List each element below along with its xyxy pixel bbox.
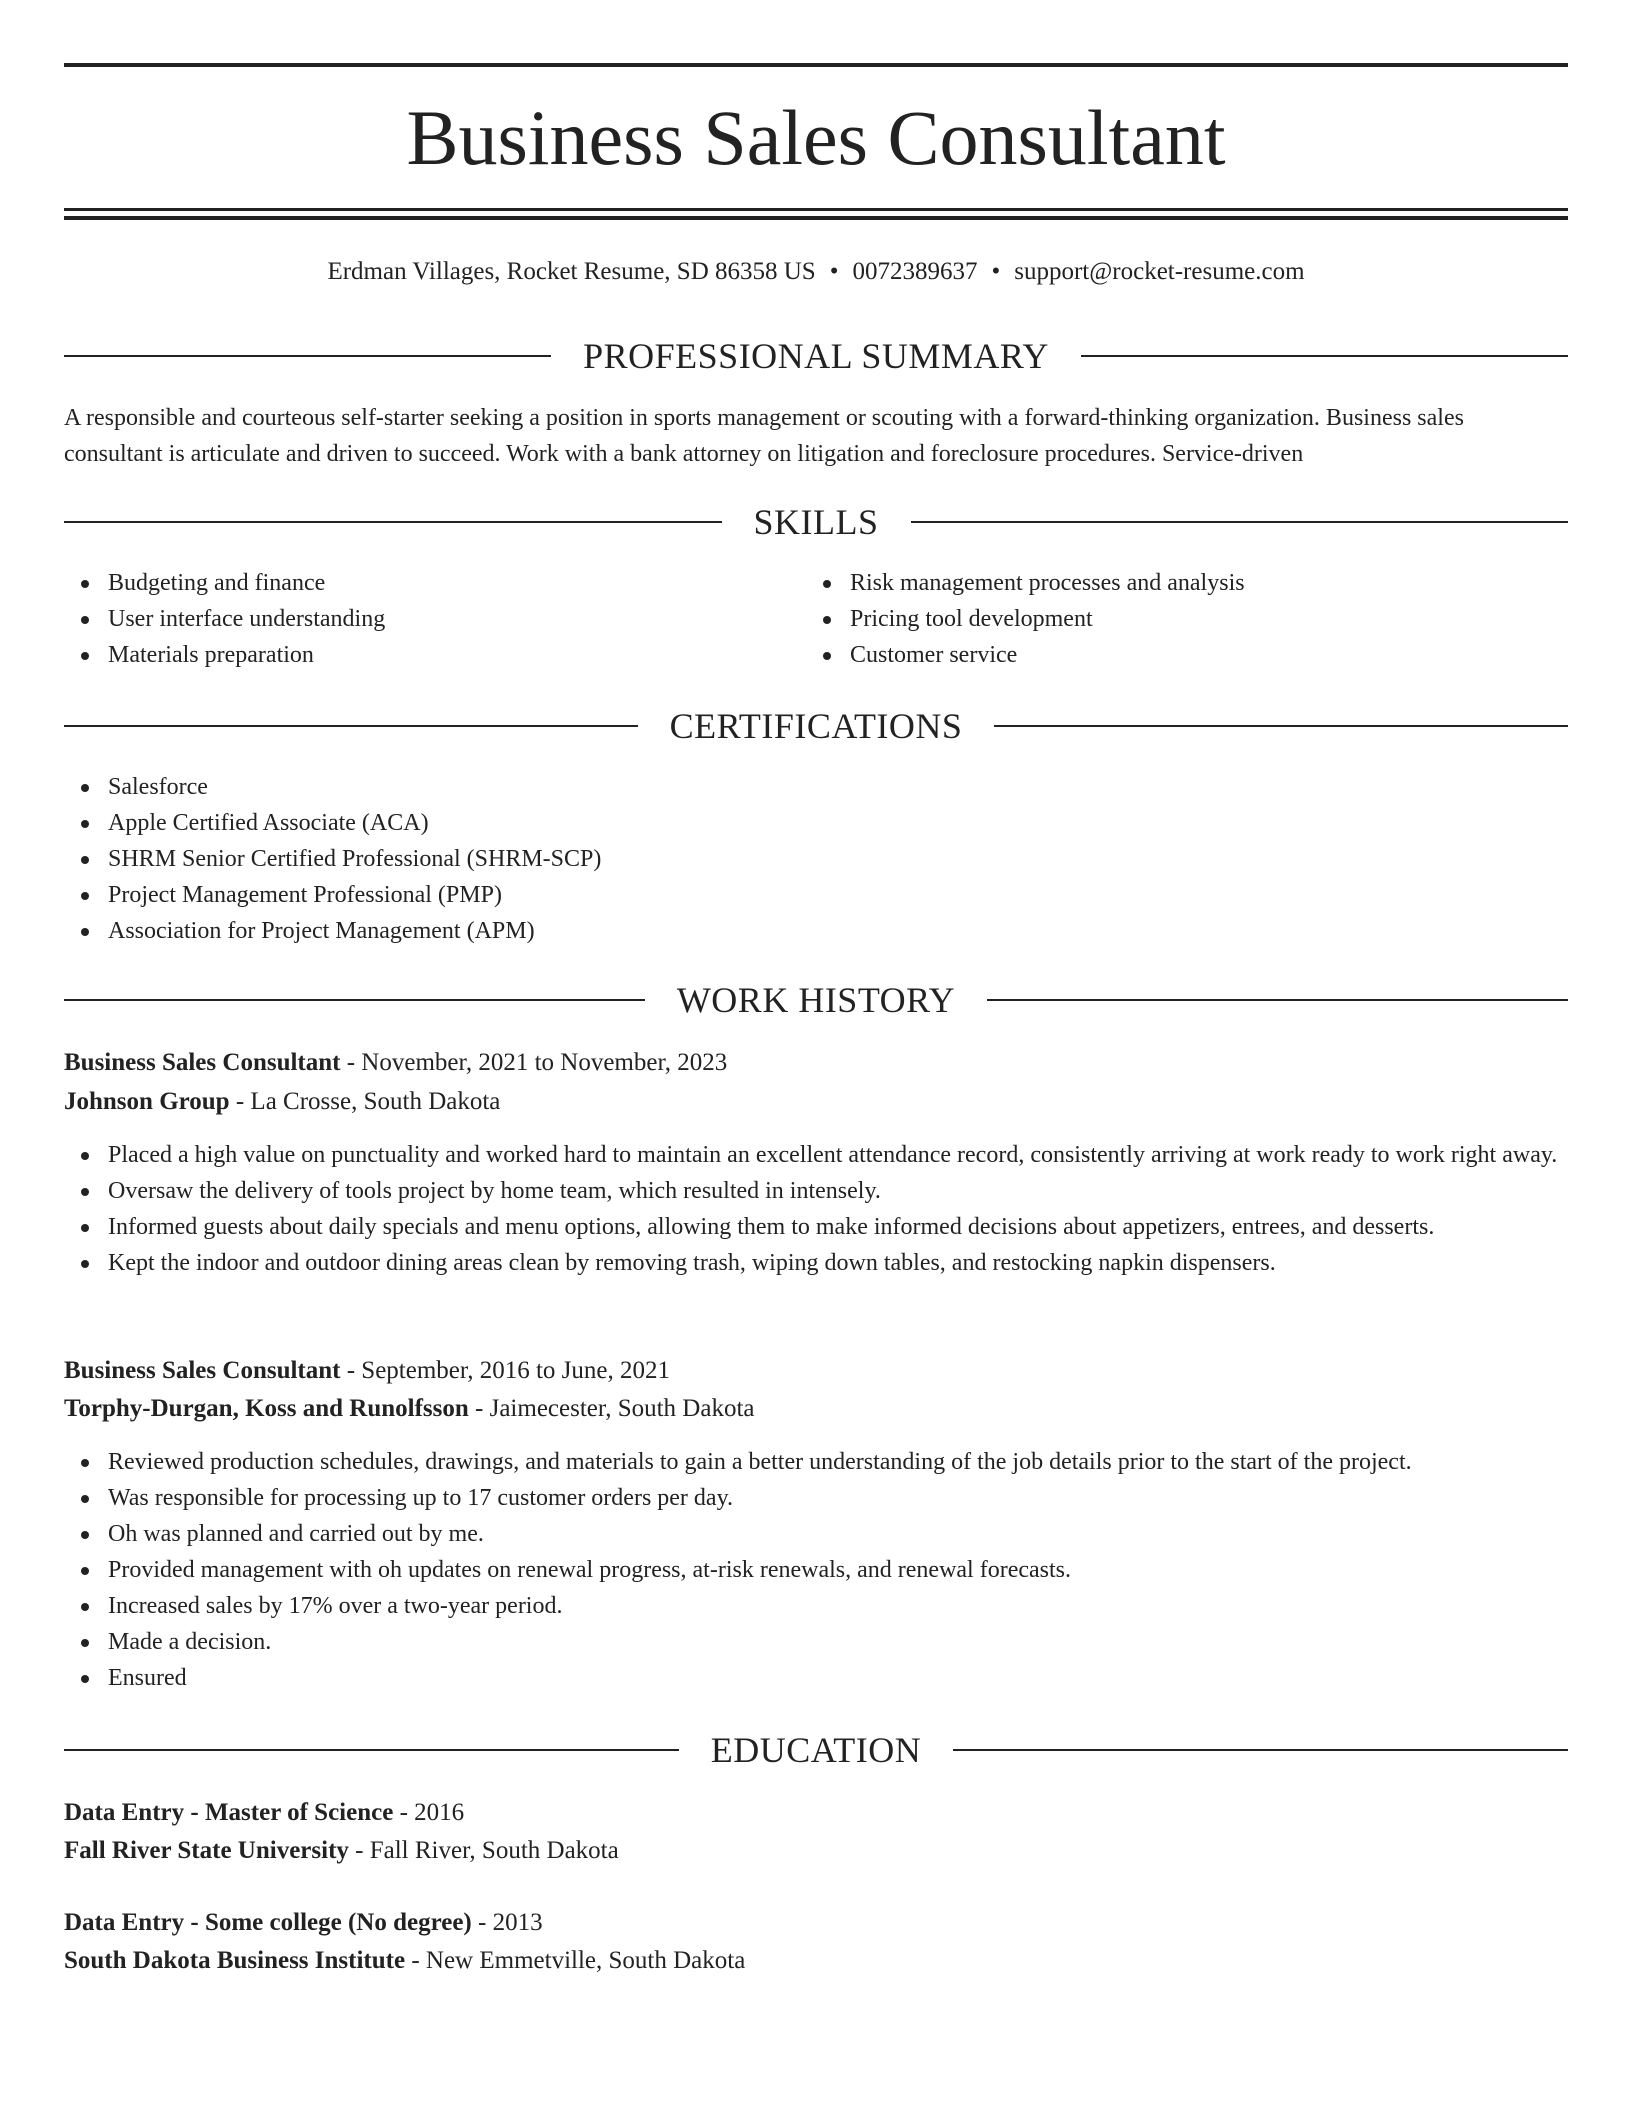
education-school: South Dakota Business Institute — [64, 1947, 406, 1974]
job-duty-item: Placed a high value on punctuality and worked hard to maintain an excellent attendance record, consistently arriving at work ready to work right away. — [64, 1137, 1568, 1173]
job-duty-item: Reviewed production schedules, drawings, and materials to gain a better understanding of the job details prior to the start of the project. — [64, 1444, 1568, 1480]
job-duty-item: Was responsible for processing up to 17 customer orders per day. — [64, 1480, 1568, 1516]
job-duty-item: Kept the indoor and outdoor dining areas clean by removing trash, wiping down tables, and restocking napkin dispensers. — [64, 1245, 1568, 1281]
header-rule-top — [64, 208, 1568, 211]
job-title-line — [64, 1044, 1568, 1082]
skills-list-right — [806, 565, 1568, 673]
header-rule-bottom — [64, 216, 1568, 220]
job-title-line — [64, 1352, 1568, 1390]
job-duty-item: Made a decision. — [64, 1624, 1568, 1660]
heading-rule — [64, 355, 551, 357]
contact-separator: • — [991, 258, 1001, 285]
education-school-line — [64, 1832, 1568, 1870]
job-duty-item: Provided management with oh updates on renewal progress, at-risk renewals, and renewal forecasts. — [64, 1552, 1568, 1588]
job-title: Business Sales Consultant — [64, 1049, 341, 1076]
section-title: CERTIFICATIONS — [669, 706, 963, 746]
section-heading-certifications — [64, 704, 1568, 748]
heading-rule — [911, 521, 1569, 523]
skill-item: Risk management processes and analysis — [806, 565, 1568, 601]
summary-text: A responsible and courteous self-starter seeking a position in sports management or scouting with a forward-thinking organization. Business sales consultant is articulate and driven to succeed. Work with a bank attorney on litigation and foreclosure procedures. Service-driven — [64, 405, 1464, 467]
contact-address: Erdman Villages, Rocket Resume, SD 86358 US — [327, 258, 816, 285]
certifications-list — [64, 769, 1568, 949]
heading-rule — [1081, 355, 1568, 357]
heading-rule — [64, 725, 638, 727]
skills-list-left — [64, 565, 804, 673]
job-location: - Jaimecester, South Dakota — [468, 1395, 755, 1422]
heading-rule — [64, 521, 722, 523]
section-title: SKILLS — [753, 502, 879, 542]
job-location: - La Crosse, South Dakota — [229, 1088, 501, 1115]
section-title: EDUCATION — [710, 1730, 922, 1770]
job-duty-item: Oversaw the delivery of tools project by home team, which resulted in intensely. — [64, 1173, 1568, 1209]
education-degree-line — [64, 1904, 1568, 1942]
certification-item: Association for Project Management (APM) — [64, 913, 1568, 949]
job-duty-item: Oh was planned and carried out by me. — [64, 1516, 1568, 1552]
skill-item: Budgeting and finance — [64, 565, 804, 601]
section-title: PROFESSIONAL SUMMARY — [583, 336, 1049, 376]
heading-rule — [64, 1749, 679, 1751]
education-degree-line — [64, 1794, 1568, 1832]
heading-rule — [953, 1749, 1568, 1751]
education-year: - 2013 — [471, 1909, 543, 1936]
education-degree: Data Entry - Master of Science — [64, 1799, 394, 1826]
contact-email[interactable]: support@rocket-resume.com — [1014, 258, 1305, 285]
heading-rule — [994, 725, 1568, 727]
heading-rule — [987, 999, 1568, 1001]
skill-item: Customer service — [806, 637, 1568, 673]
certification-item: Apple Certified Associate (ACA) — [64, 805, 1568, 841]
job-dates: - November, 2021 to November, 2023 — [340, 1049, 728, 1076]
section-heading-work-history — [64, 978, 1568, 1022]
education-location: - Fall River, South Dakota — [348, 1837, 619, 1864]
education-school-line — [64, 1942, 1568, 1980]
job-duty-item: Informed guests about daily specials and menu options, allowing them to make informed decisions about appetizers, entrees, and desserts. — [64, 1209, 1568, 1245]
job-dates: - September, 2016 to June, 2021 — [340, 1357, 670, 1384]
education-location: - New Emmetville, South Dakota — [405, 1947, 746, 1974]
job-title: Business Sales Consultant — [64, 1357, 341, 1384]
job-duties-list — [64, 1137, 1568, 1281]
section-heading-education — [64, 1728, 1568, 1772]
page-title: Business Sales Consultant — [406, 94, 1226, 181]
skill-item: Pricing tool development — [806, 601, 1568, 637]
job-duties-list — [64, 1444, 1568, 1696]
certification-item: Salesforce — [64, 769, 1568, 805]
contact-line — [64, 254, 1568, 290]
job-company-line — [64, 1083, 1568, 1121]
skill-item: User interface understanding — [64, 601, 804, 637]
education-school: Fall River State University — [64, 1837, 349, 1864]
job-company-line — [64, 1390, 1568, 1428]
heading-rule — [64, 999, 645, 1001]
job-company: Torphy-Durgan, Koss and Runolfsson — [64, 1395, 469, 1422]
certification-item: Project Management Professional (PMP) — [64, 877, 1568, 913]
skill-item: Materials preparation — [64, 637, 804, 673]
job-duty-item: Ensured — [64, 1660, 1568, 1696]
section-heading-summary — [64, 334, 1568, 378]
job-company: Johnson Group — [64, 1088, 230, 1115]
education-degree: Data Entry - Some college (No degree) — [64, 1909, 472, 1936]
education-year: - 2016 — [393, 1799, 465, 1826]
contact-phone: 0072389637 — [852, 258, 978, 285]
section-title: WORK HISTORY — [676, 980, 956, 1020]
section-heading-skills — [64, 500, 1568, 544]
top-rule — [64, 63, 1568, 67]
certification-item: SHRM Senior Certified Professional (SHRM-SCP) — [64, 841, 1568, 877]
job-duty-item: Increased sales by 17% over a two-year period. — [64, 1588, 1568, 1624]
contact-separator: • — [829, 258, 839, 285]
